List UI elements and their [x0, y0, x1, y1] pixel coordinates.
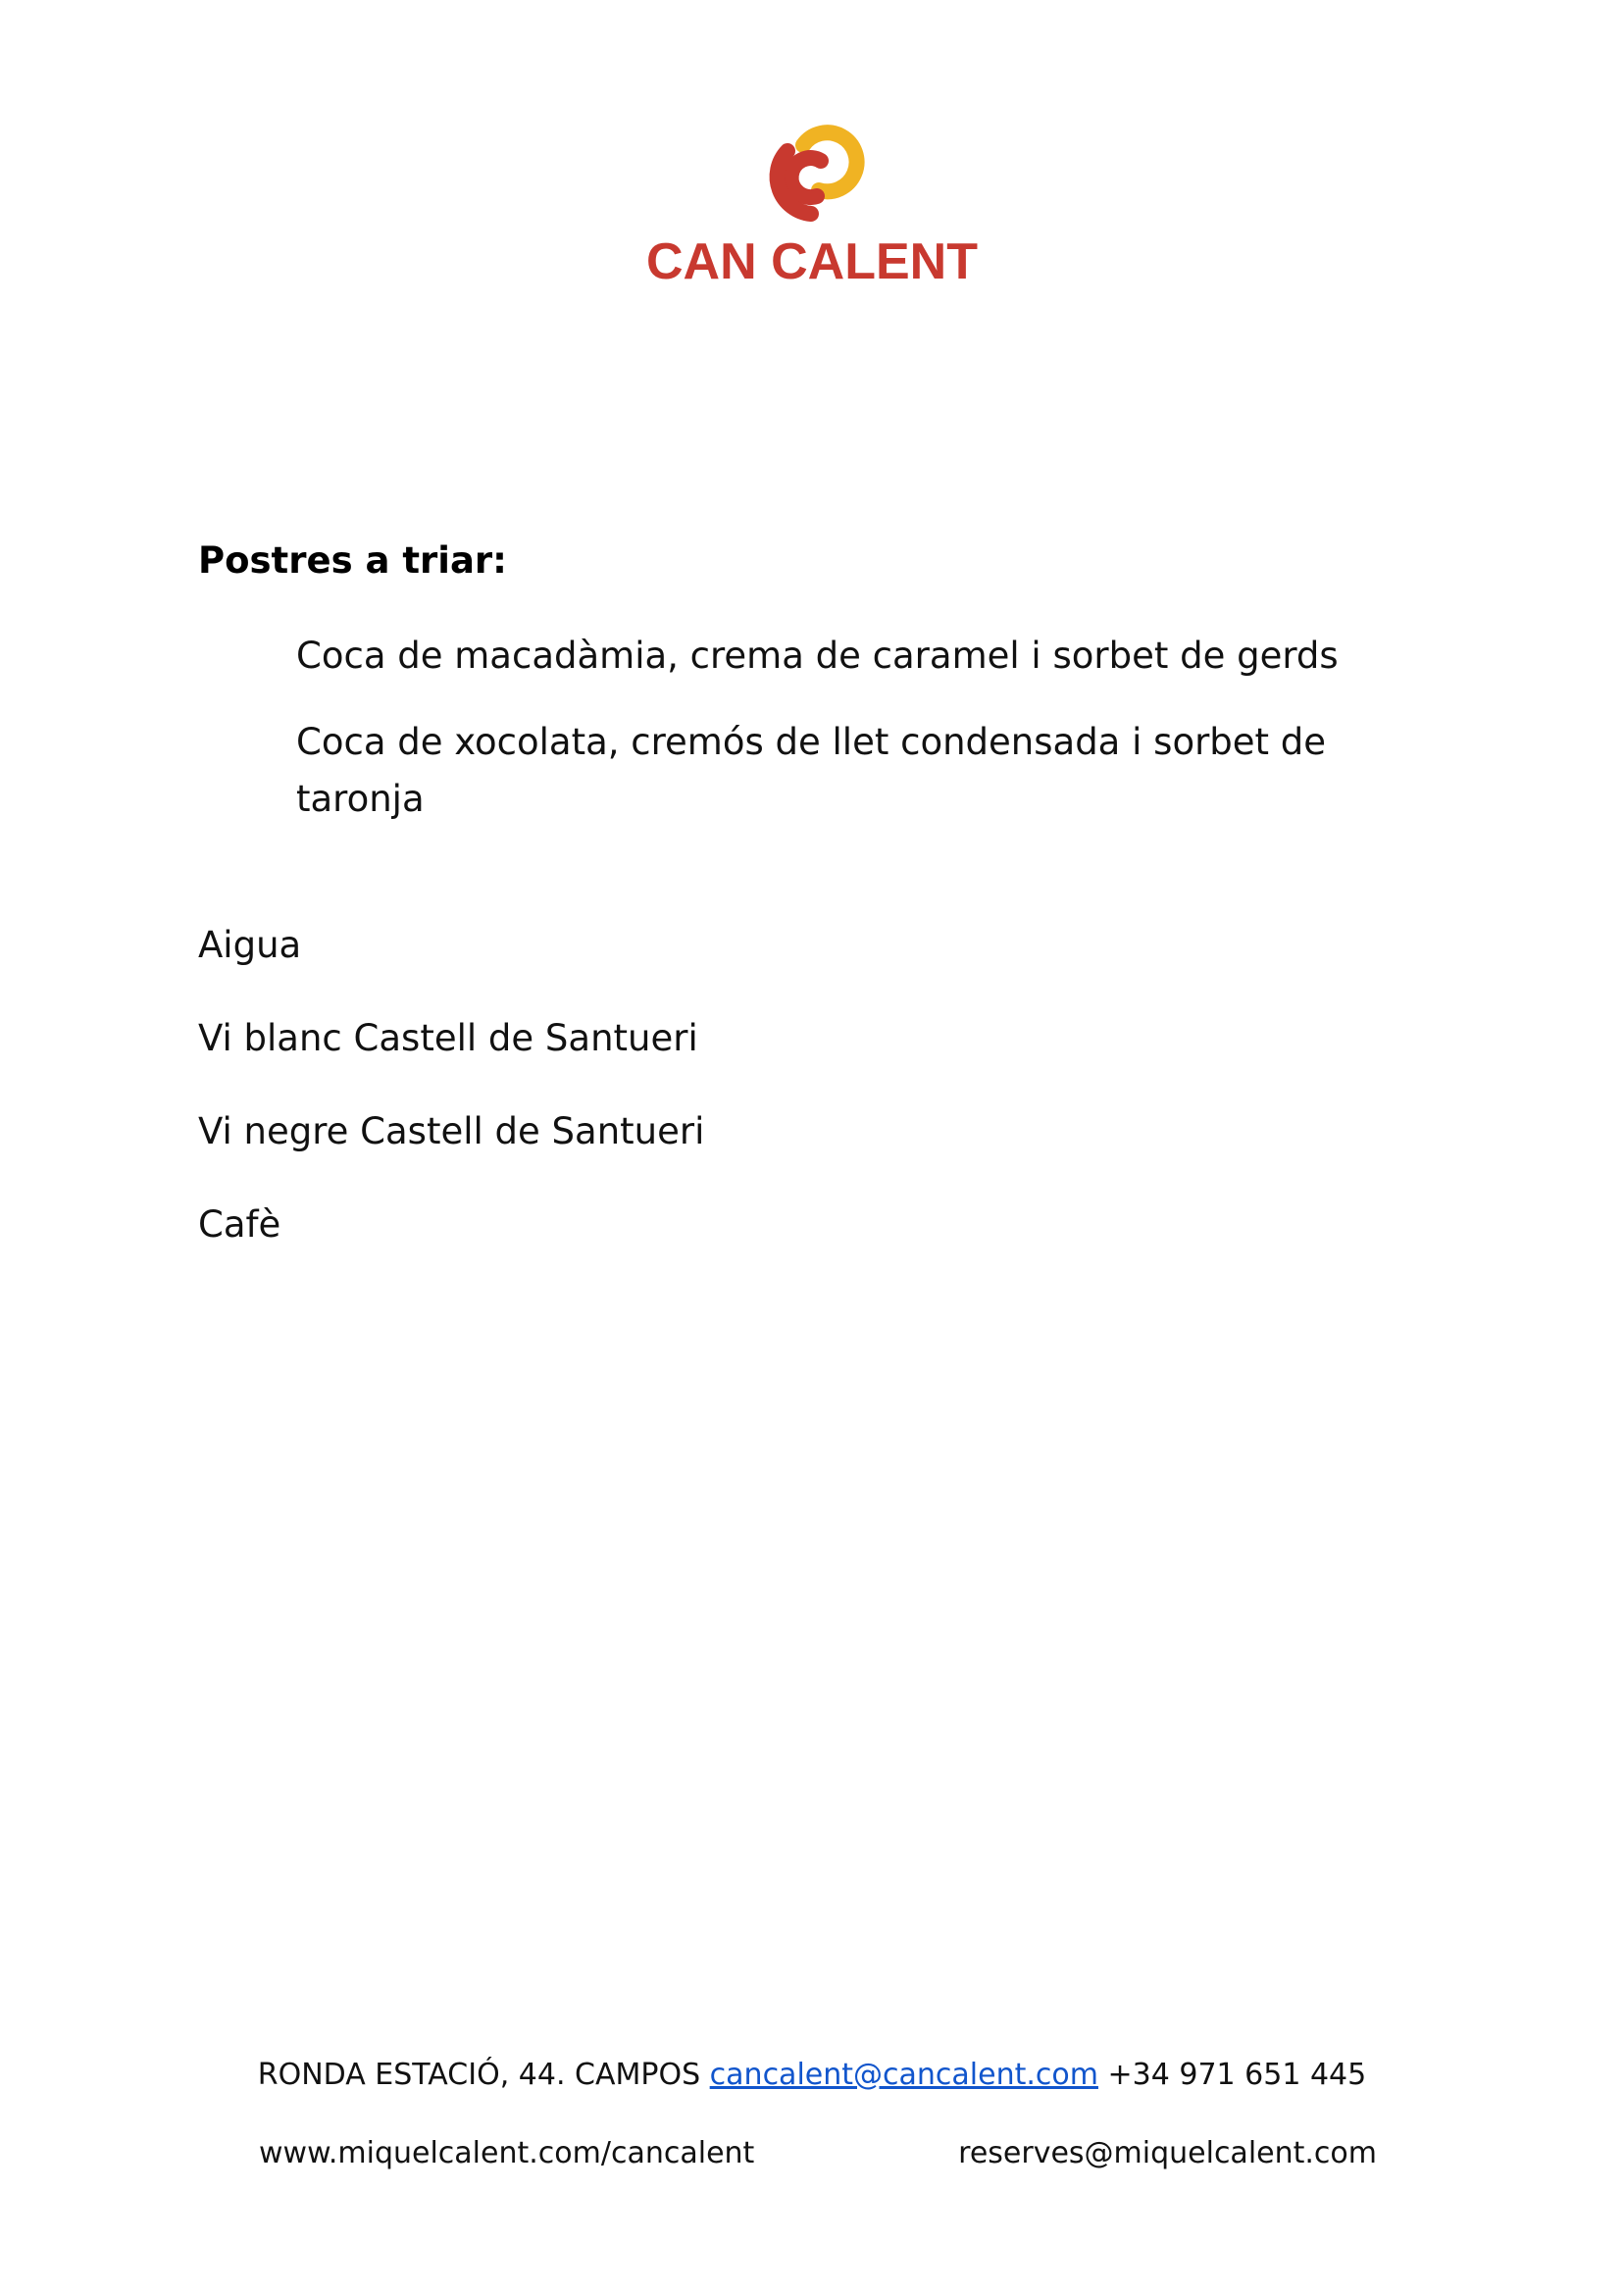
dessert-item: Coca de xocolata, cremós de llet condensada i sorbet de taronja — [296, 721, 1327, 820]
desserts-list — [296, 628, 1453, 857]
footer-contact-line — [0, 2056, 1624, 2095]
footer-website: www.miquelcalent.com/cancalent — [259, 2136, 755, 2170]
footer-reservations-email: reserves@miquelcalent.com — [958, 2136, 1377, 2170]
logo — [0, 106, 1624, 291]
drink-item: Cafè — [198, 1203, 281, 1246]
footer-phone: +34 971 651 445 — [1107, 2058, 1367, 2092]
drink-item: Vi blanc Castell de Santueri — [198, 1017, 698, 1059]
desserts-title: Postres a triar: — [198, 539, 507, 582]
footer-email-link[interactable]: cancalent@cancalent.com — [709, 2058, 1098, 2092]
dessert-item: Coca de macadàmia, crema de caramel i sorbet de gerds — [296, 635, 1339, 677]
footer-address: RONDA ESTACIÓ, 44. CAMPOS — [257, 2058, 701, 2092]
footer-web-line — [259, 2134, 1377, 2173]
can-calent-logo-icon — [758, 106, 866, 229]
logo-wordmark: CAN CALENT — [646, 233, 978, 290]
drink-item: Aigua — [198, 924, 302, 966]
drinks-list — [198, 922, 704, 1295]
drink-item: Vi negre Castell de Santueri — [198, 1110, 705, 1152]
